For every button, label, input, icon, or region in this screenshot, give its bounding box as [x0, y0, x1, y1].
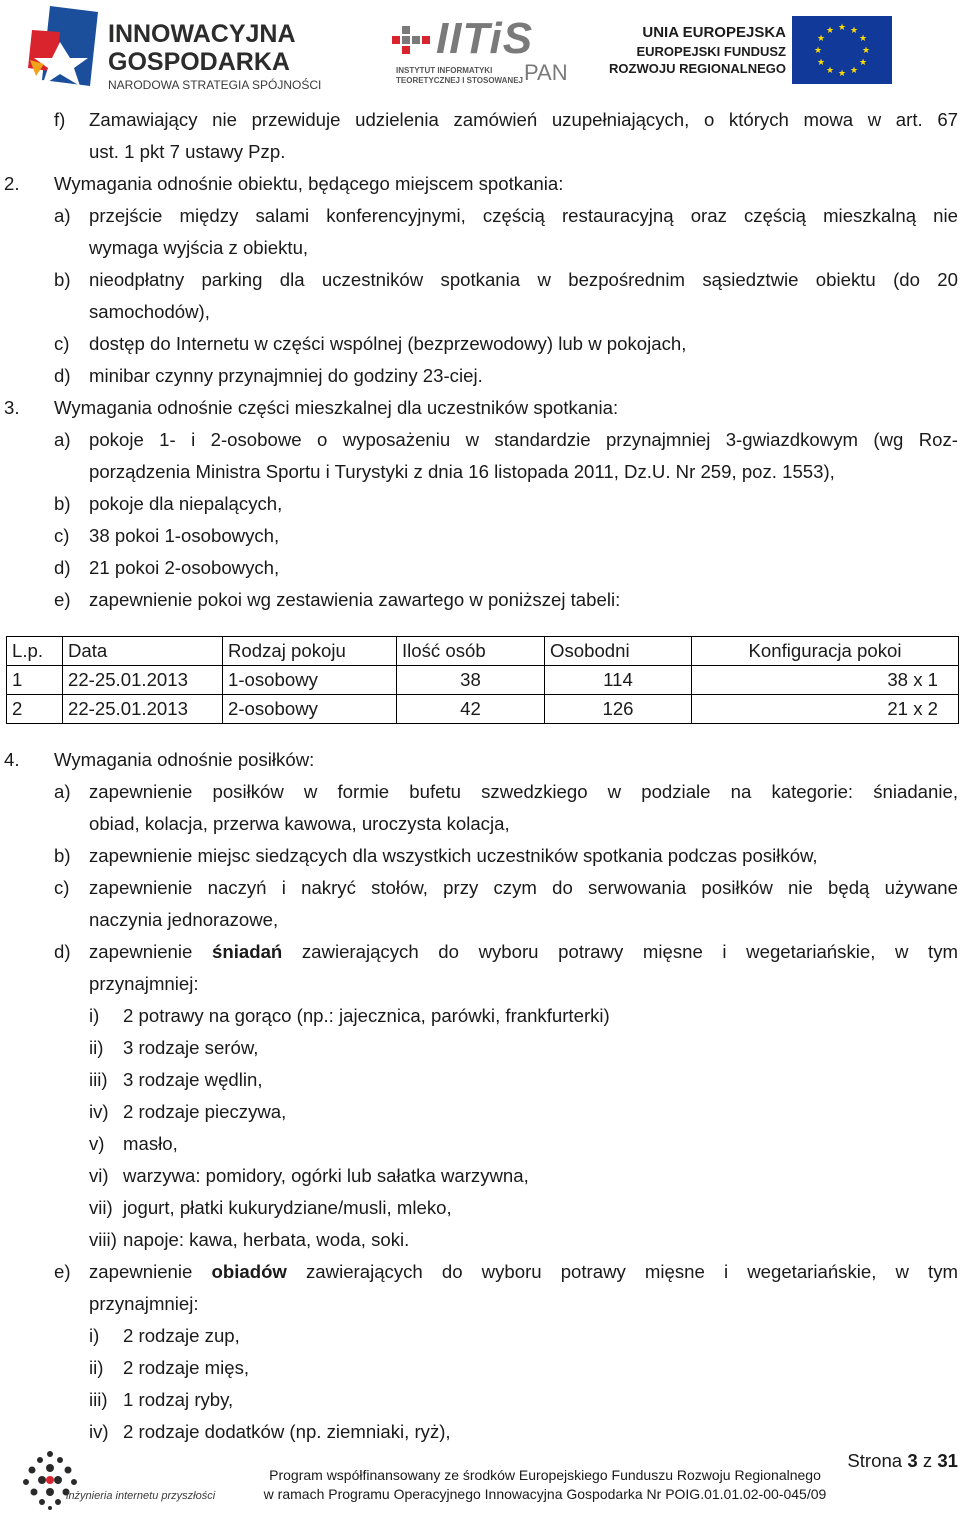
- text-run: zawierających do wyboru potrawy mięsne i wegetariańskie, w tym: [282, 941, 958, 962]
- document-body-continued: [0, 744, 960, 1448]
- svg-text:★: ★: [837, 69, 847, 79]
- table-cell: 114: [545, 666, 692, 695]
- section-number: 3.: [4, 397, 20, 418]
- svg-text:★: ★: [861, 46, 871, 56]
- sub-list-item: [0, 1096, 960, 1128]
- bold-run: obiadów: [211, 1261, 287, 1282]
- table-cell: 1-osobowy: [223, 666, 397, 695]
- list-marker: f): [54, 109, 66, 130]
- svg-text:★: ★: [849, 26, 859, 36]
- table-header-cell: Ilość osób: [397, 637, 545, 666]
- bold-run: śniadań: [212, 941, 283, 962]
- list-item-text: 21 pokoi 2-osobowych,: [89, 557, 280, 578]
- section-heading: [0, 168, 960, 200]
- list-item: [0, 520, 960, 552]
- iitis-logo-pan: PAN: [524, 60, 568, 85]
- sub-list-marker: i): [89, 1005, 100, 1026]
- ig-logo-line1: INNOWACYJNA: [108, 20, 296, 48]
- svg-text:★: ★: [858, 58, 868, 68]
- list-item: [0, 264, 960, 296]
- list-item-text: [89, 936, 958, 968]
- table-header-cell: Konfiguracja pokoi: [692, 637, 959, 666]
- page-sep: z: [922, 1450, 933, 1471]
- table-cell: 126: [545, 695, 692, 724]
- svg-text:★: ★: [813, 46, 823, 56]
- sub-list-marker: vi): [89, 1165, 109, 1186]
- list-item-text: zapewnienie naczyń i nakryć stołów, przy czym do serwowania posiłków nie będą używane: [89, 877, 958, 898]
- funding-note-line2: w ramach Programu Operacyjnego Innowacyjna Gospodarka Nr POIG.01.01.02-00-045/09: [263, 1486, 827, 1502]
- list-item-text: [89, 1256, 958, 1288]
- list-marker: c): [54, 525, 70, 546]
- sub-list-marker: ii): [89, 1357, 104, 1378]
- list-item: [0, 488, 960, 520]
- ig-flag-icon: [20, 2, 110, 94]
- table-cell: 22-25.01.2013: [63, 666, 223, 695]
- list-item-text: zapewnienie miejsc siedzących dla wszystkich uczestników spotkania podczas posiłków,: [89, 845, 818, 866]
- table-cell: 21 x 2: [692, 695, 959, 724]
- sub-list-item: [0, 1064, 960, 1096]
- sub-list-item: [0, 1192, 960, 1224]
- section-title: Wymagania odnośnie części mieszkalnej dla uczestników spotkania:: [54, 397, 619, 418]
- ue-logo-line3: ROZWOJU REGIONALNEGO: [609, 61, 786, 76]
- list-item: [0, 776, 960, 808]
- ue-efrr-logo: [609, 14, 904, 86]
- list-item: [0, 360, 960, 392]
- table-header-row: [7, 637, 959, 666]
- sub-list-text: 3 rodzaje wędlin,: [123, 1069, 263, 1090]
- sub-list-marker: iii): [89, 1389, 108, 1410]
- page-footer: [0, 1440, 960, 1521]
- list-item-text: przejście między salami konferencyjnymi, częścią restauracyjną oraz częścią mieszkalną nie: [89, 205, 958, 226]
- svg-text:★: ★: [816, 58, 826, 68]
- list-item-text: ust. 1 pkt 7 ustawy Pzp.: [89, 141, 286, 162]
- list-item: [0, 104, 960, 136]
- list-item-text: zapewnienie pokoi wg zestawienia zawartego w poniższej tabeli:: [89, 589, 621, 610]
- ue-logo-line2: EUROPEJSKI FUNDUSZ: [636, 44, 786, 59]
- sub-list-text: 2 rodzaje zup,: [123, 1325, 240, 1346]
- eu-flag-icon: [792, 16, 892, 84]
- sub-list-marker: i): [89, 1325, 100, 1346]
- list-item: [0, 872, 960, 904]
- list-item-continuation: [0, 232, 960, 264]
- list-marker: d): [54, 557, 71, 578]
- svg-text:★: ★: [837, 23, 847, 33]
- list-item-continuation: [0, 968, 960, 1000]
- list-item-text: pokoje dla niepalących,: [89, 493, 283, 514]
- section-title: Wymagania odnośnie posiłków:: [54, 749, 315, 770]
- section-title: Wymagania odnośnie obiektu, będącego miejscem spotkania:: [54, 173, 564, 194]
- iitis-grid-icon: [392, 22, 438, 62]
- list-item-text: samochodów),: [89, 301, 210, 322]
- list-item-continuation: [0, 456, 960, 488]
- list-item-text: naczynia jednorazowe,: [89, 909, 279, 930]
- sub-list-text: 3 rodzaje serów,: [123, 1037, 259, 1058]
- iitis-logo-mark: IITiS: [436, 14, 534, 63]
- list-marker: b): [54, 845, 71, 866]
- svg-text:★: ★: [825, 66, 835, 76]
- sub-list-marker: iv): [89, 1101, 109, 1122]
- table-header-cell: Osobodni: [545, 637, 692, 666]
- list-item-text: zapewnienie posiłków w formie bufetu szwedzkiego w podziale na kategorie: śniadanie,: [89, 781, 958, 802]
- svg-text:★: ★: [825, 26, 835, 36]
- section-heading: [0, 392, 960, 424]
- list-item-text: Zamawiający nie przewiduje udzielenia zamówień uzupełniających, o których mowa w art. 67: [89, 109, 958, 130]
- sub-list-marker: viii): [89, 1229, 117, 1250]
- text-run: zapewnienie: [89, 1261, 212, 1282]
- sub-list-marker: vii): [89, 1197, 113, 1218]
- list-item-text: 38 pokoi 1-osobowych,: [89, 525, 280, 546]
- sub-list-text: napoje: kawa, herbata, woda, soki.: [123, 1229, 410, 1250]
- table-cell: 22-25.01.2013: [63, 695, 223, 724]
- page-number: [847, 1450, 958, 1472]
- table-row: [7, 666, 959, 695]
- sub-list-marker: iii): [89, 1069, 108, 1090]
- table-header-cell: Rodzaj pokoju: [223, 637, 397, 666]
- list-item-continuation: [0, 136, 960, 168]
- sub-list-item: [0, 1224, 960, 1256]
- list-marker: a): [54, 781, 71, 802]
- sub-list-text: 2 rodzaje pieczywa,: [123, 1101, 287, 1122]
- table-cell: 2-osobowy: [223, 695, 397, 724]
- list-item-text: porządzenia Ministra Sportu i Turystyki z dnia 16 listopada 2011, Dz.U. Nr 259, poz. 1553),: [89, 461, 835, 482]
- rooms-table: [6, 636, 959, 724]
- list-marker: b): [54, 493, 71, 514]
- section-number: 4.: [4, 749, 20, 770]
- sub-list-text: 2 rodzaje dodatków (np. ziemniaki, ryż),: [123, 1421, 451, 1442]
- sub-list-marker: ii): [89, 1037, 104, 1058]
- list-marker: d): [54, 365, 71, 386]
- sub-list-text: 2 rodzaje mięs,: [123, 1357, 250, 1378]
- list-item-text: pokoje 1- i 2-osobowe o wyposażeniu w standardzie przynajmniej 3-gwiazdkowym (wg Roz-: [89, 429, 958, 450]
- funding-note-line1: Program współfinansowany ze środków Europejskiego Funduszu Rozwoju Regionalnego: [269, 1467, 821, 1483]
- list-item-text: obiad, kolacja, przerwa kawowa, uroczysta kolacja,: [89, 813, 510, 834]
- innowacyjna-gospodarka-logo: [20, 2, 340, 94]
- svg-text:★: ★: [816, 34, 826, 44]
- page-label: Strona: [847, 1450, 903, 1471]
- iitis-pan-logo: [392, 14, 572, 88]
- ig-logo-line2: GOSPODARKA: [108, 48, 290, 76]
- page-total: 31: [937, 1450, 958, 1471]
- sub-list-item: [0, 1320, 960, 1352]
- list-item: [0, 840, 960, 872]
- sub-list-item: [0, 1032, 960, 1064]
- text-run: zapewnienie: [89, 941, 212, 962]
- sub-list-item: [0, 1384, 960, 1416]
- table-row: [7, 695, 959, 724]
- table-header-cell: L.p.: [7, 637, 63, 666]
- list-item-text: przynajmniej:: [89, 973, 199, 994]
- sub-list-text: 2 potrawy na gorąco (np.: jajecznica, parówki, frankfurterki): [123, 1005, 610, 1026]
- svg-text:★: ★: [858, 34, 868, 44]
- document-body: [0, 104, 960, 616]
- section-heading: [0, 744, 960, 776]
- table-cell: 42: [397, 695, 545, 724]
- table-header-cell: Data: [63, 637, 223, 666]
- ue-logo-line1: UNIA EUROPEJSKA: [642, 24, 786, 41]
- list-item-continuation: [0, 1288, 960, 1320]
- sub-list-marker: v): [89, 1133, 105, 1154]
- list-marker: e): [54, 589, 71, 610]
- sub-list-item: [0, 1000, 960, 1032]
- ig-logo-line3: NARODOWA STRATEGIA SPÓJNOŚCI: [108, 78, 322, 92]
- table-cell: 38 x 1: [692, 666, 959, 695]
- iip-logo: [20, 1448, 228, 1516]
- list-marker: e): [54, 1261, 71, 1282]
- list-item: [0, 328, 960, 360]
- sub-list-text: warzywa: pomidory, ogórki lub sałatka warzywna,: [123, 1165, 529, 1186]
- page-current: 3: [907, 1450, 918, 1471]
- list-marker: c): [54, 877, 70, 898]
- list-item: [0, 552, 960, 584]
- sub-list-text: 1 rodzaj ryby,: [123, 1389, 234, 1410]
- svg-text:★: ★: [849, 66, 859, 76]
- list-item-continuation: [0, 808, 960, 840]
- sub-list-text: masło,: [123, 1133, 178, 1154]
- list-item: [0, 936, 960, 968]
- list-item: [0, 200, 960, 232]
- list-marker: a): [54, 205, 71, 226]
- iitis-logo-line2: TEORETYCZNEJ I STOSOWANEJ: [396, 76, 523, 85]
- table-cell: 38: [397, 666, 545, 695]
- list-item: [0, 424, 960, 456]
- list-item-text: dostęp do Internetu w części wspólnej (bezprzewodowy) lub w pokojach,: [89, 333, 687, 354]
- list-item-text: przynajmniej:: [89, 1293, 199, 1314]
- text-run: zawierających do wyboru potrawy mięsne i wegetariańskie, w tym: [286, 1261, 958, 1282]
- list-item-continuation: [0, 904, 960, 936]
- list-item-continuation: [0, 296, 960, 328]
- iip-logo-text: inżynieria internetu przyszłości: [66, 1490, 216, 1502]
- list-marker: c): [54, 333, 70, 354]
- list-item-text: wymaga wyjścia z obiektu,: [89, 237, 309, 258]
- table-cell: 2: [7, 695, 63, 724]
- sub-list-marker: iv): [89, 1421, 109, 1442]
- funding-note: [235, 1466, 855, 1504]
- table-cell: 1: [7, 666, 63, 695]
- sub-list-item: [0, 1160, 960, 1192]
- list-item: [0, 584, 960, 616]
- list-item: [0, 1256, 960, 1288]
- list-marker: b): [54, 269, 71, 290]
- list-marker: a): [54, 429, 71, 450]
- iitis-logo-line1: INSTYTUT INFORMATYKI: [396, 66, 493, 75]
- list-marker: d): [54, 941, 71, 962]
- list-item-text: minibar czynny przynajmniej do godziny 23-ciej.: [89, 365, 483, 386]
- sub-list-text: jogurt, płatki kukurydziane/musli, mleko,: [123, 1197, 452, 1218]
- section-number: 2.: [4, 173, 20, 194]
- sub-list-item: [0, 1352, 960, 1384]
- list-item-text: nieodpłatny parking dla uczestników spotkania w bezpośrednim sąsiedztwie obiektu (do 20: [89, 269, 958, 290]
- sub-list-item: [0, 1128, 960, 1160]
- page-header: [0, 0, 960, 100]
